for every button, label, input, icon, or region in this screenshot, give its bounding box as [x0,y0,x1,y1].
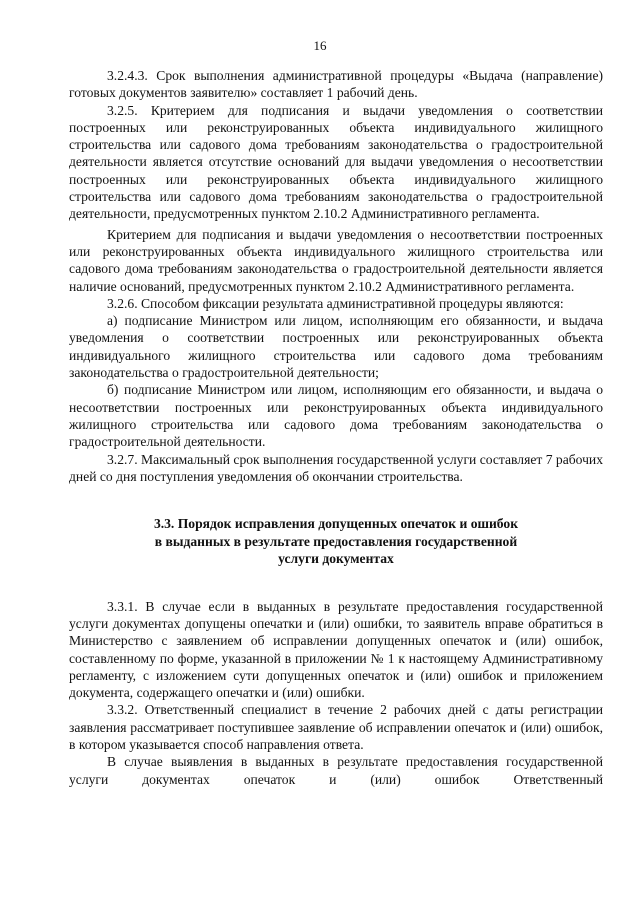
paragraph-errors-found: В случае выявления в выданных в результате предоставления государственной услуги документах опечаток и (или) ошибок Ответственный [69,754,603,787]
page-number: 16 [313,38,327,53]
paragraph-item-a: а) подписание Министром или лицом, исполняющим его обязанности, и выдача уведомления о соответствии построенных или реконструированных объекта индивидуального жилищного строительства или садового дома требованиям законодательства о градостроительной деятельности; [69,313,603,381]
section-heading-line: услуги документах [278,551,394,567]
section-heading-line: 3.3. Порядок исправления допущенных опечаток и ошибок [153,516,519,532]
paragraph-3-2-7: 3.2.7. Максимальный срок выполнения государственной услуги составляет 7 рабочих дней со дня поступления уведомления об окончании строительства. [69,451,603,484]
document-body [69,67,603,788]
paragraph-3-2-5: 3.2.5. Критерием для подписания и выдачи уведомления о соответствии построенных или реконструированных объекта индивидуального жилищного строительства или садового дома требованиям законодательства о градостроительной деятельности является отсутствие оснований для выдачи уведомления о несоответствии построенных или реконструированных объекта индивидуального жилищного строительства или садового дома требованиям законодательства о градостроительной деятельности, предусмотренных пунктом 2.10.2 Административного регламента. [69,102,603,222]
section-heading-3-3 [69,515,603,568]
paragraph-3-3-2: 3.3.2. Ответственный специалист в течение 2 рабочих дней с даты регистрации заявления рассматривает поступившее заявление об исправлении опечаток и (или) ошибок, в котором указывается способ направления ответа. [69,702,603,752]
paragraph-criteria-non-compliance: Критерием для подписания и выдачи уведомления о несоответствии построенных или реконструированных объекта индивидуального жилищного строительства или садового дома требованиям законодательства о градостроительной деятельности является наличие оснований, предусмотренных пунктом 2.10.2 Административного регламента. [69,226,603,294]
section-heading-line: в выданных в результате предоставления государственной [154,533,518,549]
paragraph-3-3-1: 3.3.1. В случае если в выданных в результате предоставления государственной услуги документах допущены опечатки и (или) ошибки, то заявитель вправе обратиться в Министерство с заявлением об исправлении допущенных опечаток и (или) ошибок, составленному по форме, указанной в приложении № 1 к настоящему Административному регламенту, с изложением сути допущенных опечаток и (или) ошибок и приложением документа, содержащего опечатки и (или) ошибки. [69,598,603,701]
paragraph-item-b: б) подписание Министром или лицом, исполняющим его обязанности, и выдача о несоответствии построенных или реконструированных объекта индивидуального жилищного строительства или садового дома требованиям законодательства о градостроительной деятельности. [69,382,603,450]
paragraph-3-2-6: 3.2.6. Способом фиксации результата административной процедуры являются: [107,295,564,311]
paragraph-3-2-4-3: 3.2.4.3. Срок выполнения административной процедуры «Выдача (направление) готовых документов заявителю» составляет 1 рабочий день. [69,68,603,101]
